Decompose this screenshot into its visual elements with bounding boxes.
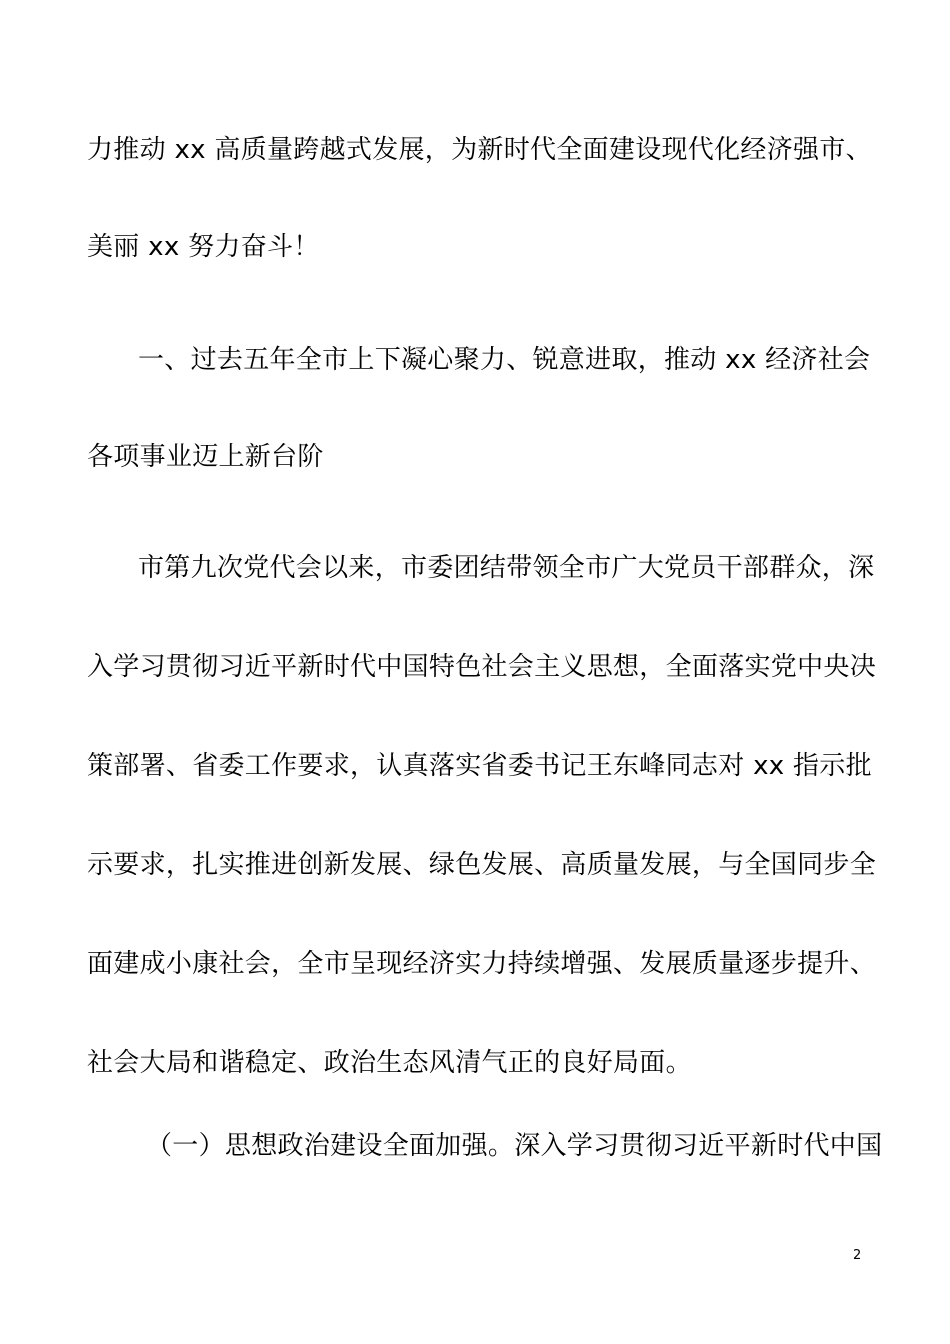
paragraph-line: 策部署、省委工作要求，认真落实省委书记王东峰同志对 xx 指示批 xyxy=(87,751,872,781)
paragraph-line: 美丽 xx 努力奋斗！ xyxy=(87,232,320,262)
paragraph-line: 市第九次党代会以来，市委团结带领全市广大党员干部群众，深 xyxy=(138,553,875,583)
subsection-heading-line: （一）思想政治建设全面加强。深入学习贯彻习近平新时代中国 xyxy=(146,1131,883,1161)
paragraph-line: 力推动 xx 高质量跨越式发展，为新时代全面建设现代化经济强市、 xyxy=(87,135,872,165)
section-heading-line: 各项事业迈上新台阶 xyxy=(87,442,324,472)
section-heading-line: 一、过去五年全市上下凝心聚力、锐意进取，推动 xx 经济社会 xyxy=(138,345,871,375)
paragraph-line: 社会大局和谐稳定、政治生态风清气正的良好局面。 xyxy=(87,1048,692,1078)
paragraph-line: 入学习贯彻习近平新时代中国特色社会主义思想，全面落实党中央决 xyxy=(87,652,877,682)
page-number: 2 xyxy=(853,1248,862,1263)
paragraph-line: 示要求，扎实推进创新发展、绿色发展、高质量发展，与全国同步全 xyxy=(87,850,877,880)
paragraph-line: 面建成小康社会，全市呈现经济实力持续增强、发展质量逐步提升、 xyxy=(87,949,877,979)
